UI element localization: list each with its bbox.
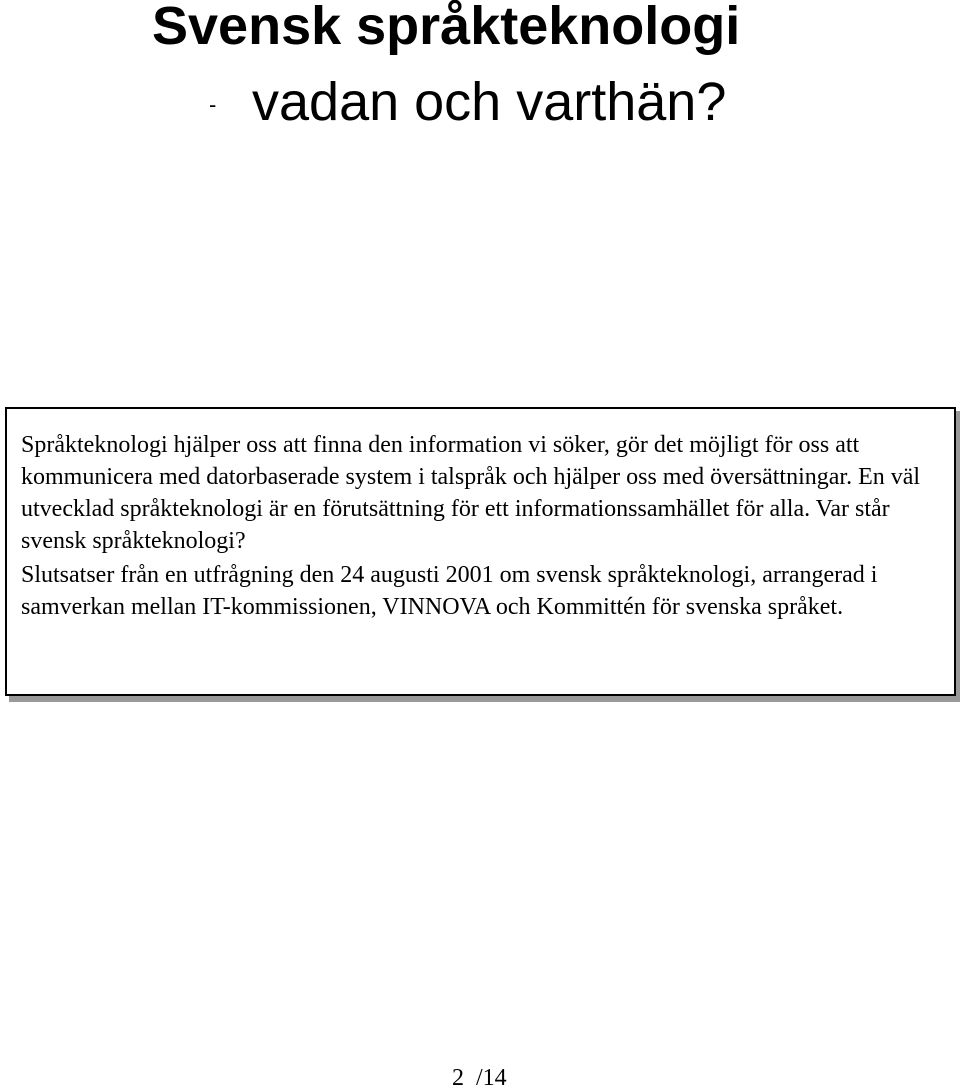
subtitle-dash: - <box>209 92 217 117</box>
document-title: Svensk språkteknologi <box>152 0 741 56</box>
summary-paragraph-intro: Språkteknologi hjälper oss att finna den information vi söker, gör det möjligt för oss att kommunicera med datorbaserade system i talspråk och hjälper oss med översättningar. En väl utvecklad språkteknologi är en förutsättning för ett informationssamhället för alla. Var står svensk språkteknologi? <box>21 432 921 554</box>
document-subtitle: vadan och varthän? <box>252 72 727 132</box>
page-number: 2 /14 <box>452 1065 507 1091</box>
summary-paragraph-source: Slutsatser från en utfrågning den 24 augusti 2001 om svensk språkteknologi, arrangerad i samverkan mellan IT-kommissionen, VINNOVA och Kommittén för svenska språket. <box>21 562 878 620</box>
summary-box <box>5 407 956 696</box>
summary-text <box>21 429 951 623</box>
